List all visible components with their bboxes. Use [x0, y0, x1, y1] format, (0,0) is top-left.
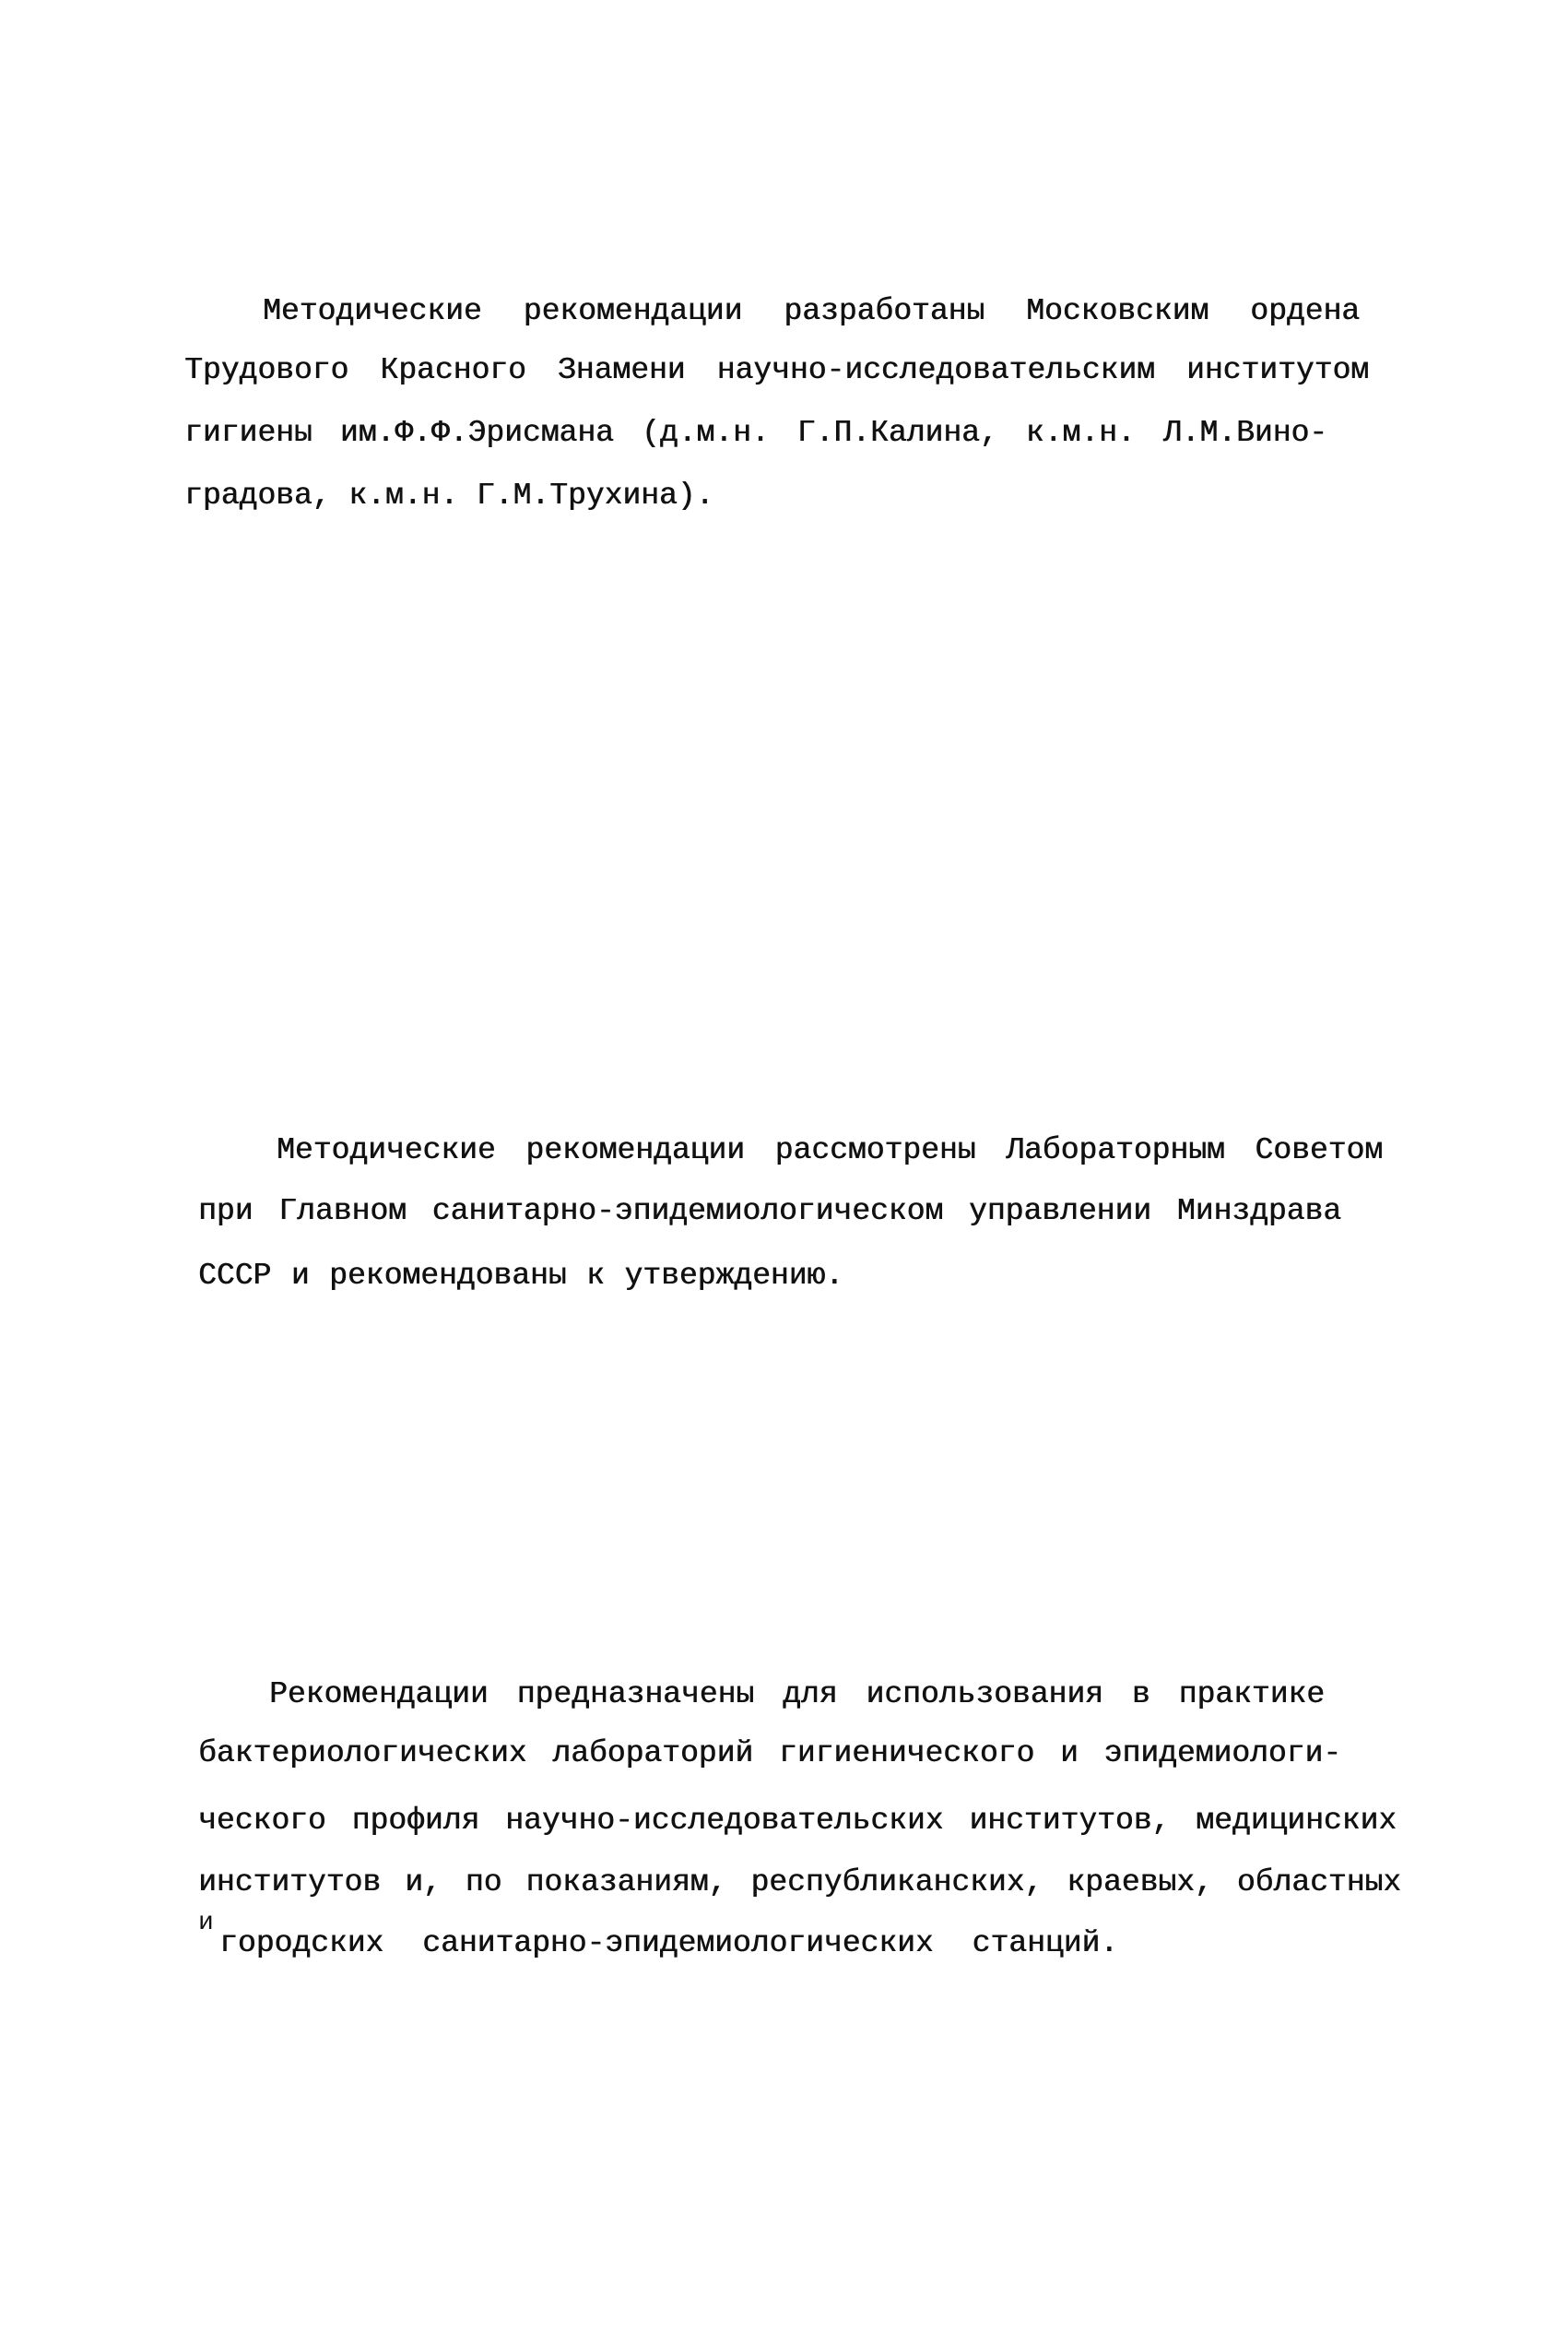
- text-line: гигиены им.Ф.Ф.Эрисмана (д.м.н. Г.П.Калина, к.м.н. Л.М.Вино-: [184, 416, 1327, 450]
- text-line: градова, к.м.н. Г.М.Трухина).: [184, 479, 714, 513]
- text-line: Трудового Красного Знамени научно-исследовательским институтом: [184, 353, 1369, 387]
- text-line: городских санитарно-эпидемиологических станций.: [219, 1926, 1118, 1960]
- text-line: институтов и, по показаниям, республиканских, краевых, областных: [198, 1865, 1401, 1899]
- text-line: Методические рекомендации рассмотрены Лабораторным Советом: [277, 1133, 1383, 1167]
- text-line: ческого профиля научно-исследовательских институтов, медицинских: [198, 1804, 1397, 1838]
- text-line: при Главном санитарно-эпидемиологическом управлении Минздрава: [198, 1194, 1341, 1228]
- text-line: Методические рекомендации разработаны Московским ордена: [263, 294, 1360, 328]
- text-line: Рекомендации предназначены для использования в практике: [269, 1677, 1325, 1711]
- text-line: СССР и рекомендованы к утверждению.: [198, 1259, 843, 1293]
- leading-word: и: [198, 1909, 214, 1937]
- text-line: бактериологических лабораторий гигиенического и эпидемиологи-: [198, 1736, 1341, 1770]
